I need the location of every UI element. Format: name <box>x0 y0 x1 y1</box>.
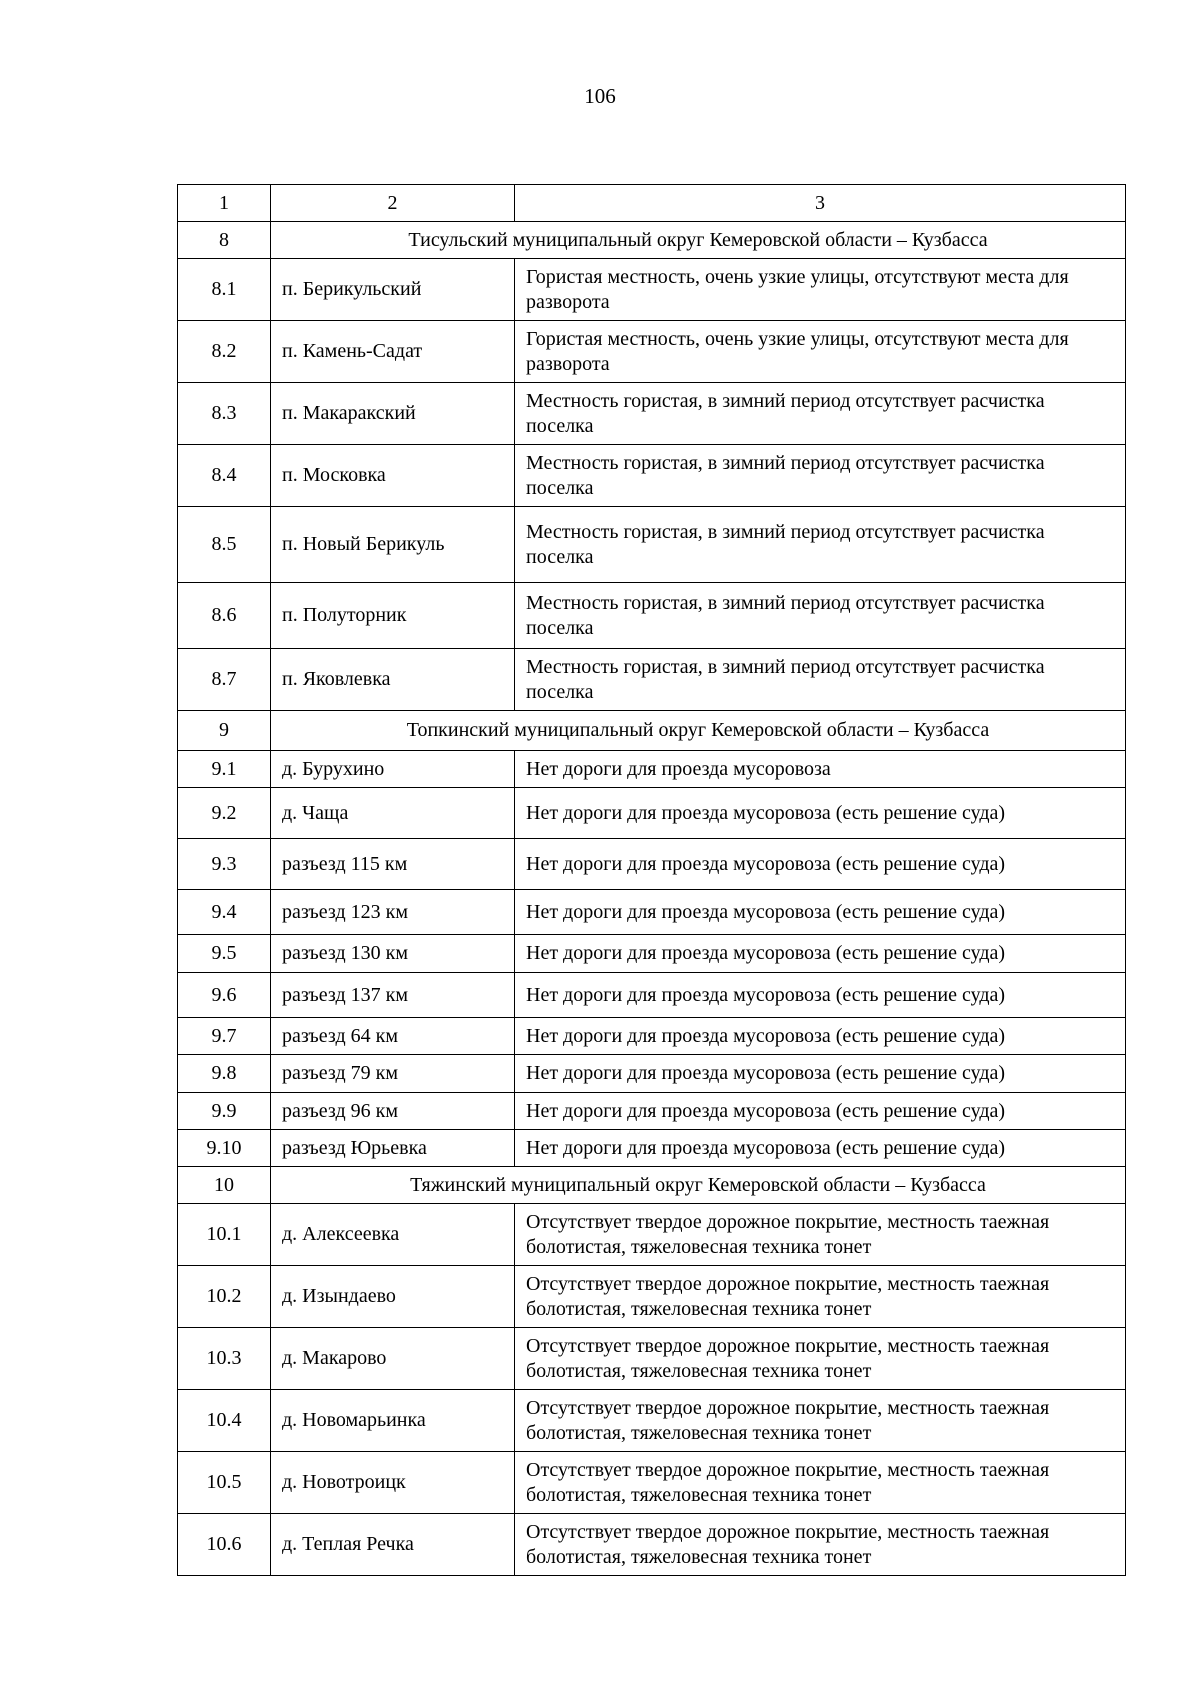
table-row <box>178 259 1126 321</box>
reason-description: Гористая местность, очень узкие улицы, отсутствуют места для разворота <box>515 259 1126 321</box>
reason-description: Нет дороги для проезда мусоровоза (есть решение суда) <box>515 788 1126 839</box>
reason-description: Местность гористая, в зимний период отсутствует расчистка поселка <box>515 383 1126 445</box>
row-number: 9.9 <box>178 1093 271 1130</box>
row-number: 8.6 <box>178 583 271 649</box>
section-row <box>178 711 1126 751</box>
reason-description: Отсутствует твердое дорожное покрытие, местность таежная болотистая, тяжеловесная техника тонет <box>515 1390 1126 1452</box>
reason-description: Нет дороги для проезда мусоровоза (есть решение суда) <box>515 890 1126 935</box>
reason-description: Нет дороги для проезда мусоровоза (есть решение суда) <box>515 935 1126 973</box>
reason-description: Отсутствует твердое дорожное покрытие, местность таежная болотистая, тяжеловесная техника тонет <box>515 1204 1126 1266</box>
row-number: 10.3 <box>178 1328 271 1390</box>
row-number: 10.4 <box>178 1390 271 1452</box>
settlement-name: п. Московка <box>271 445 515 507</box>
section-number: 10 <box>178 1167 271 1204</box>
section-row <box>178 1167 1126 1204</box>
row-number: 8.5 <box>178 507 271 583</box>
table-row <box>178 1390 1126 1452</box>
table-row <box>178 973 1126 1018</box>
settlement-name: д. Бурухино <box>271 751 515 788</box>
table-row <box>178 1018 1126 1055</box>
table-row <box>178 1055 1126 1093</box>
settlement-name: п. Новый Берикуль <box>271 507 515 583</box>
settlement-name: д. Чаща <box>271 788 515 839</box>
settlement-name: разъезд 123 км <box>271 890 515 935</box>
reason-description: Местность гористая, в зимний период отсутствует расчистка поселка <box>515 583 1126 649</box>
row-number: 10.2 <box>178 1266 271 1328</box>
settlement-name: разъезд 79 км <box>271 1055 515 1093</box>
row-number: 8.2 <box>178 321 271 383</box>
settlement-name: д. Новомарьинка <box>271 1390 515 1452</box>
table-row <box>178 445 1126 507</box>
row-number: 9.2 <box>178 788 271 839</box>
table-row <box>178 649 1126 711</box>
reason-description: Местность гористая, в зимний период отсутствует расчистка поселка <box>515 507 1126 583</box>
settlement-name: п. Макаракский <box>271 383 515 445</box>
table-row <box>178 839 1126 890</box>
settlement-name: разъезд 137 км <box>271 973 515 1018</box>
table-row <box>178 788 1126 839</box>
table-row <box>178 1266 1126 1328</box>
settlement-name: п. Полуторник <box>271 583 515 649</box>
reason-description: Отсутствует твердое дорожное покрытие, местность таежная болотистая, тяжеловесная техника тонет <box>515 1266 1126 1328</box>
header-cell-1: 1 <box>178 185 271 222</box>
reason-description: Гористая местность, очень узкие улицы, отсутствуют места для разворота <box>515 321 1126 383</box>
table-row <box>178 1130 1126 1167</box>
settlement-name: д. Макарово <box>271 1328 515 1390</box>
table-row <box>178 1328 1126 1390</box>
settlement-name: разъезд Юрьевка <box>271 1130 515 1167</box>
settlement-name: разъезд 96 км <box>271 1093 515 1130</box>
table-row <box>178 1204 1126 1266</box>
reason-description: Нет дороги для проезда мусоровоза (есть решение суда) <box>515 1055 1126 1093</box>
section-title: Тисульский муниципальный округ Кемеровской области – Кузбасса <box>271 222 1126 259</box>
row-number: 9.5 <box>178 935 271 973</box>
header-row <box>178 185 1126 222</box>
reason-description: Нет дороги для проезда мусоровоза <box>515 751 1126 788</box>
reason-description: Отсутствует твердое дорожное покрытие, местность таежная болотистая, тяжеловесная техника тонет <box>515 1452 1126 1514</box>
table-row <box>178 1514 1126 1576</box>
row-number: 10.5 <box>178 1452 271 1514</box>
section-number: 9 <box>178 711 271 751</box>
settlement-name: д. Алексеевка <box>271 1204 515 1266</box>
table-row <box>178 1452 1126 1514</box>
settlement-name: д. Новотроицк <box>271 1452 515 1514</box>
table-row <box>178 1093 1126 1130</box>
settlement-name: п. Камень-Садат <box>271 321 515 383</box>
row-number: 8.3 <box>178 383 271 445</box>
settlement-name: п. Яковлевка <box>271 649 515 711</box>
reason-description: Нет дороги для проезда мусоровоза (есть решение суда) <box>515 839 1126 890</box>
row-number: 9.4 <box>178 890 271 935</box>
reason-description: Отсутствует твердое дорожное покрытие, местность таежная болотистая, тяжеловесная техника тонет <box>515 1328 1126 1390</box>
reason-description: Нет дороги для проезда мусоровоза (есть решение суда) <box>515 1018 1126 1055</box>
section-row <box>178 222 1126 259</box>
row-number: 9.6 <box>178 973 271 1018</box>
table-row <box>178 507 1126 583</box>
page-number: 106 <box>584 84 616 108</box>
table-row <box>178 890 1126 935</box>
settlement-name: разъезд 115 км <box>271 839 515 890</box>
section-number: 8 <box>178 222 271 259</box>
row-number: 10.1 <box>178 1204 271 1266</box>
table-body <box>178 185 1126 1576</box>
table-row <box>178 321 1126 383</box>
settlement-name: разъезд 64 км <box>271 1018 515 1055</box>
settlement-name: п. Берикульский <box>271 259 515 321</box>
row-number: 8.1 <box>178 259 271 321</box>
section-title: Тяжинский муниципальный округ Кемеровской области – Кузбасса <box>271 1167 1126 1204</box>
row-number: 9.3 <box>178 839 271 890</box>
row-number: 9.8 <box>178 1055 271 1093</box>
row-number: 8.4 <box>178 445 271 507</box>
header-cell-2: 2 <box>271 185 515 222</box>
table-row <box>178 583 1126 649</box>
section-title: Топкинский муниципальный округ Кемеровской области – Кузбасса <box>271 711 1126 751</box>
settlement-name: д. Теплая Речка <box>271 1514 515 1576</box>
reason-description: Местность гористая, в зимний период отсутствует расчистка поселка <box>515 445 1126 507</box>
row-number: 10.6 <box>178 1514 271 1576</box>
table-row <box>178 935 1126 973</box>
reason-description: Местность гористая, в зимний период отсутствует расчистка поселка <box>515 649 1126 711</box>
reason-description: Нет дороги для проезда мусоровоза (есть решение суда) <box>515 1130 1126 1167</box>
row-number: 9.1 <box>178 751 271 788</box>
row-number: 9.7 <box>178 1018 271 1055</box>
settlement-name: д. Изындаево <box>271 1266 515 1328</box>
row-number: 9.10 <box>178 1130 271 1167</box>
reason-description: Нет дороги для проезда мусоровоза (есть решение суда) <box>515 973 1126 1018</box>
row-number: 8.7 <box>178 649 271 711</box>
table-row <box>178 383 1126 445</box>
table-row <box>178 751 1126 788</box>
settlement-name: разъезд 130 км <box>271 935 515 973</box>
reason-description: Отсутствует твердое дорожное покрытие, местность таежная болотистая, тяжеловесная техника тонет <box>515 1514 1126 1576</box>
header-cell-3: 3 <box>515 185 1126 222</box>
data-table <box>177 184 1126 1576</box>
reason-description: Нет дороги для проезда мусоровоза (есть решение суда) <box>515 1093 1126 1130</box>
